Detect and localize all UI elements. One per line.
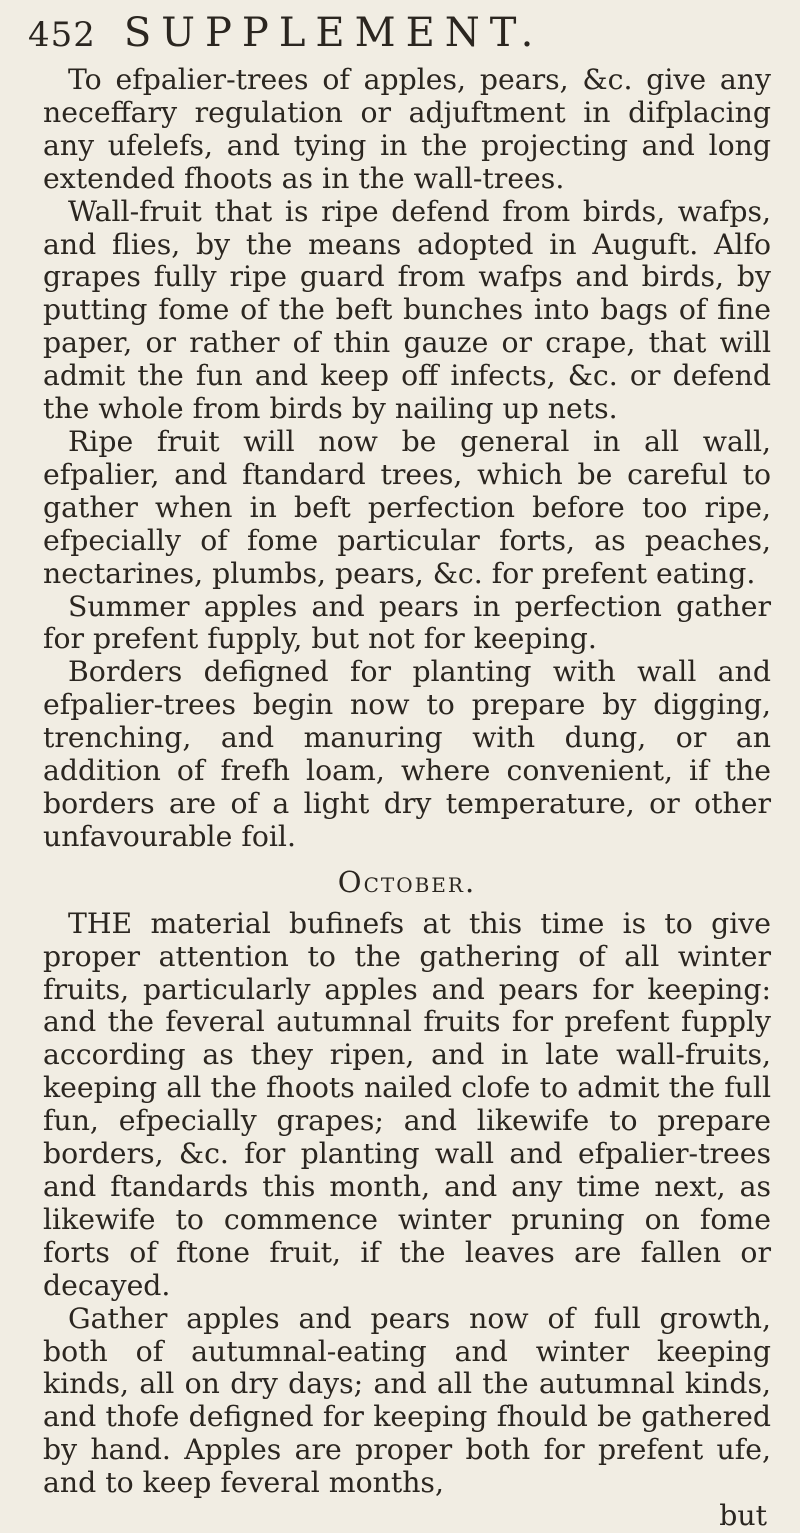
page-number: 452 [28,15,96,55]
paragraph-wall-fruit-defense: Wall-fruit that is ripe defend from birds, wafps, and flies, by the means adopted in Auguft. Alfo grapes fully ripe guard from wafps and birds, by putting fome of the beft bunches into bags of fine paper, or rather of thin gauze or crape, that will admit the fun and keep off infects, &c. or defend the whole from birds by nailing up nets. [43,194,771,426]
paragraph-ripe-fruit: Ripe fruit will now be general in all wall, efpalier, and ftandard trees, which be careful to gather when in beft perfection before too ripe, efpecially of fome particular forts, as peaches, nectarines, plumbs, pears, &c. for prefent eating. [43,424,771,590]
paragraph-october-business: THE material bufinefs at this time is to give proper attention to the gathering of all winter fruits, particularly apples and pears for keeping: and the feveral autumnal fruits for prefent fupply according as they ripen, and in late wall-fruits, keeping all the fhoots nailed clofe to admit the full fun, efpecially grapes; and likewife to prepare borders, &c. for planting wall and efpalier-trees and ftandards this month, and any time next, as likewife to commence winter pruning on fome forts of ftone fruit, if the leaves are fallen or decayed. [43,906,771,1302]
section-heading: October. [337,864,477,899]
paragraph-summer-apples: Summer apples and pears in perfection gather for prefent fupply, but not for keeping. [43,589,771,656]
running-title: SUPPLEMENT. [123,10,544,56]
paragraph-borders: Borders defigned for planting with wall and efpalier-trees begin now to prepare by digging, trenching, and manuring with dung, or an addition of frefh loam, where convenient, if the borders are of a light dry temperature, or other unfavourable foil. [43,655,771,853]
paragraph-espalier-regulation: To efpalier-trees of apples, pears, &c. give any neceffary regulation or adjuftment in difplacing any ufelefs, and tying in the projecting and long extended fhoots as in the wall-trees. [43,63,771,195]
paragraph-gather-apples: Gather apples and pears now of full growth, both of autumnal-eating and winter keeping kinds, all on dry days; and all the autumnal kinds, and thofe defigned for keeping fhould be gathered by hand. Apples are proper both for prefent ufe, and to keep feveral months, [43,1301,771,1500]
page-header [28,10,758,68]
catchword: but [719,1499,767,1533]
body-text [43,64,771,1533]
